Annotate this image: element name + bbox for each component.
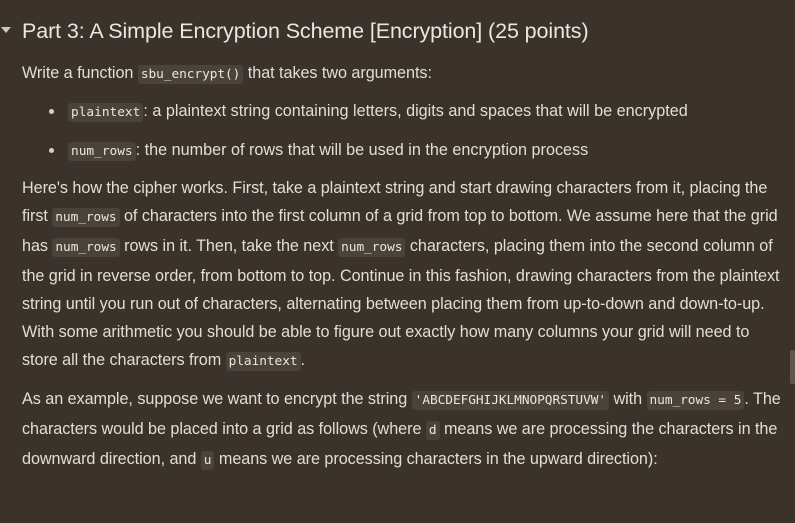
inline-code-arg-name: plaintext [68, 103, 143, 122]
inline-code: plaintext [226, 352, 301, 371]
cipher-explanation-paragraph [22, 174, 784, 376]
inline-code: u [201, 451, 215, 470]
paragraph-text: Here's how the cipher works. First, take a plaintext string and start drawing characters from it, placing the first [22, 179, 768, 225]
section-heading: Part 3: A Simple Encryption Scheme [Encryption] (25 points) [22, 19, 589, 43]
inline-code-arg-name: num_rows [68, 142, 136, 161]
collapse-caret-icon[interactable] [1, 27, 11, 33]
paragraph-text: . The characters would be placed into a grid as follows (where [22, 390, 781, 438]
inline-code-function-name: sbu_encrypt() [138, 65, 244, 84]
paragraph-text: means we are processing the characters in the downward direction, and [22, 420, 778, 468]
bullet-icon [49, 109, 54, 114]
inline-code: num_rows [52, 238, 119, 257]
argument-item-plaintext [22, 97, 784, 127]
paragraph-text: means we are processing characters in the upward direction): [214, 450, 658, 468]
scrollbar-thumb[interactable] [790, 350, 795, 384]
paragraph-text: As an example, suppose we want to encrypt the string [22, 390, 412, 408]
argument-description: : the number of rows that will be used in the encryption process [135, 141, 589, 159]
example-paragraph [22, 385, 784, 475]
paragraph-text: . [300, 351, 305, 369]
intro-paragraph [22, 59, 784, 89]
argument-item-num-rows [22, 136, 784, 166]
bullet-icon [49, 148, 54, 153]
paragraph-text: rows in it. Then, take the next [119, 237, 339, 255]
inline-code: d [426, 421, 440, 440]
paragraph-text: characters, placing them into the second column of the grid in reverse order, from bottom to top. Continue in this fashion, drawing characters from the plaintext string until you run out of characters, alternating between placing them from up-to-down and down-to-up. With some arithmetic you should be able to figure out exactly how many columns your grid will need to store all the characters from [22, 237, 780, 369]
inline-code: num_rows [52, 208, 119, 227]
notebook-markdown-cell [22, 15, 784, 475]
argument-list [22, 97, 784, 166]
intro-text-end: that takes two arguments: [243, 64, 432, 82]
inline-code: num_rows [338, 238, 405, 257]
paragraph-text: of characters into the first column of a grid from top to bottom. We assume here that the grid has [22, 207, 778, 255]
paragraph-text: with [609, 390, 647, 408]
inline-code: 'ABCDEFGHIJKLMNOPQRSTUVW' [412, 391, 609, 410]
argument-description: : a plaintext string containing letters, digits and spaces that will be encrypted [143, 102, 688, 120]
inline-code: num_rows = 5 [647, 391, 745, 410]
intro-text: Write a function [22, 64, 138, 82]
